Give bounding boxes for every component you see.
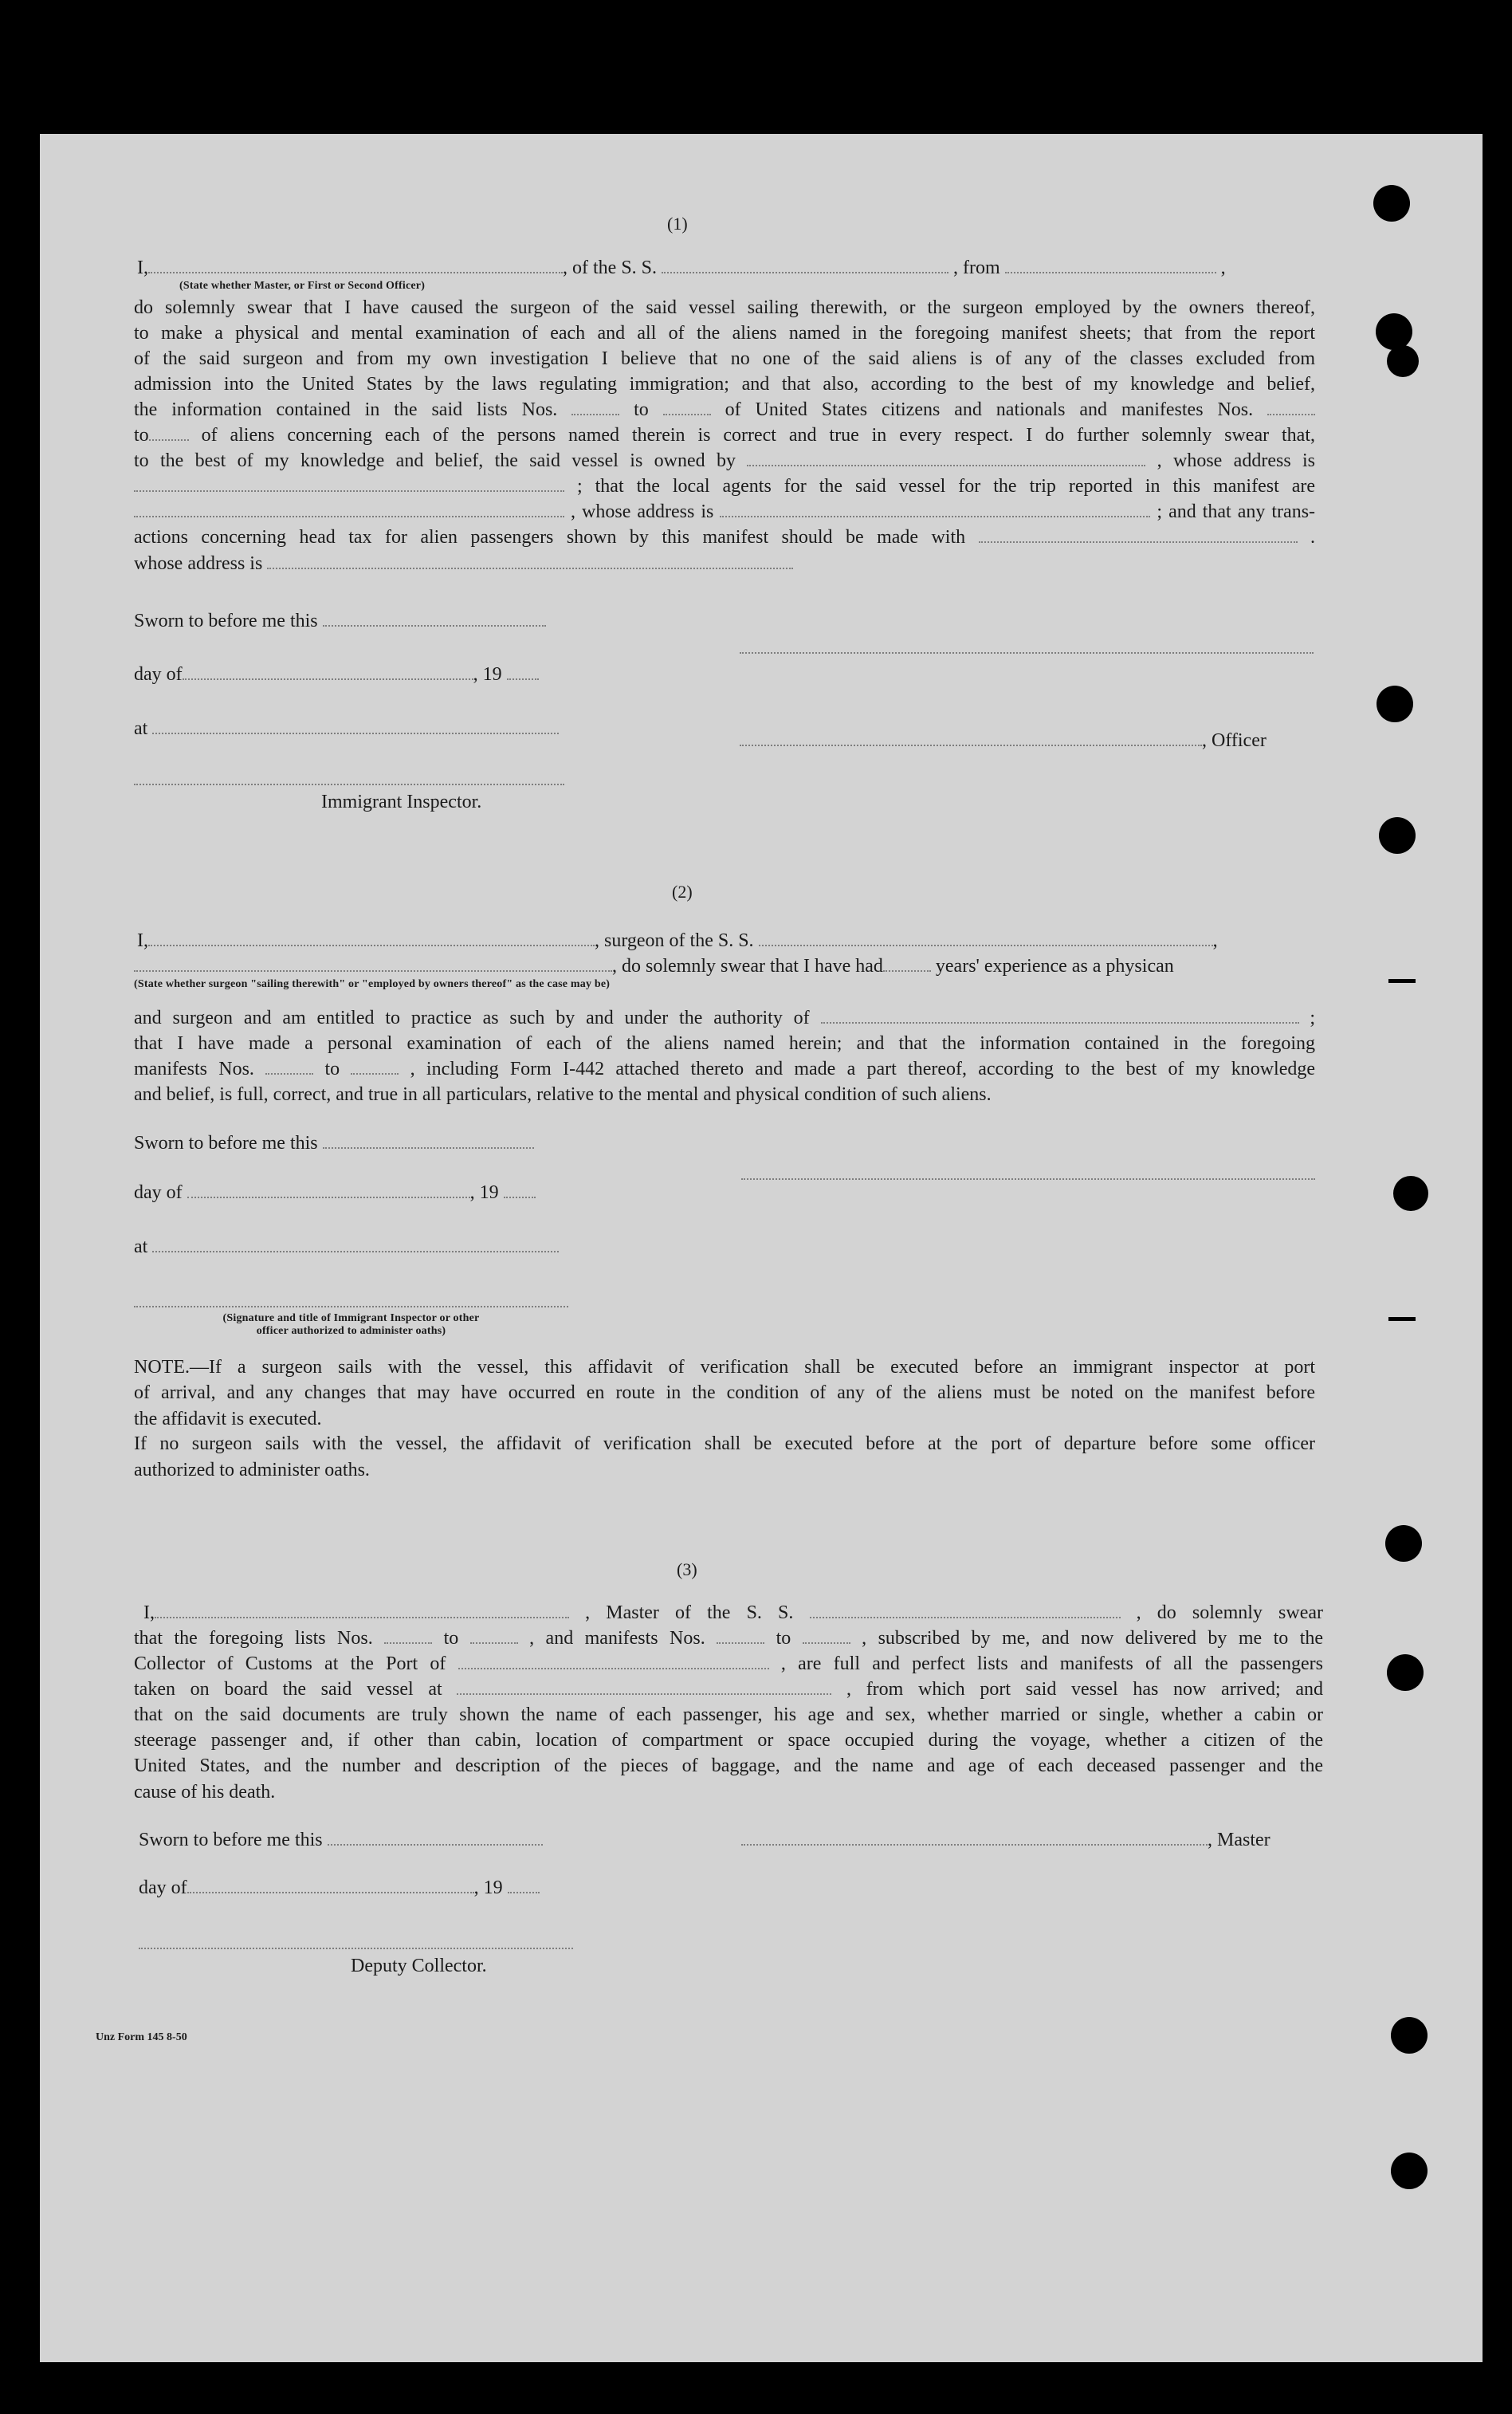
s2-at-blank xyxy=(152,1251,559,1252)
s3-vessel-blank xyxy=(810,1617,1121,1618)
s3-to-2: to xyxy=(776,1628,791,1649)
s1-aliens-text: of aliens concerning each of the persons named therein is correct and true in every respect. I do further solemnly swear that, xyxy=(201,425,1315,446)
s2-swear: , do solemnly swear that I have had xyxy=(612,956,883,977)
s1-sworn-label: Sworn to before me this xyxy=(134,611,318,631)
s1-list-from-blank xyxy=(571,414,619,415)
s1-whose-address-final: whose address is xyxy=(134,553,263,574)
s1-vessel-blank xyxy=(662,272,948,273)
s2-manifest-from-blank xyxy=(265,1073,313,1075)
s2-first-line xyxy=(137,928,1218,953)
s1-period: . xyxy=(1310,527,1316,548)
s1-at-label: at xyxy=(134,718,148,739)
s1-officer-blank xyxy=(740,745,1202,746)
s2-signature-note-2: officer authorized to administer oaths) xyxy=(256,1325,446,1337)
s2-to: to xyxy=(324,1059,340,1079)
s2-note-1: NOTE.—If a surgeon sails with the vessel, this affidavit of verification shall be executed before an immigrant inspector at port xyxy=(134,1357,1315,1378)
s2-note-3: the affidavit is executed. xyxy=(134,1409,322,1429)
s3-subscribed: , subscribed by me, and now delivered by me to the xyxy=(862,1628,1324,1649)
s3-line-1 xyxy=(143,1601,1323,1626)
punch-hole xyxy=(1376,313,1412,350)
s1-info-b: of United States citizens and nationals and manifestes Nos. xyxy=(725,399,1254,420)
s2-at-label: at xyxy=(134,1236,148,1257)
s3-line-6: steerage passenger and, if other than cabin, location of compartment or space occupied during the voyage, whether a citizen of the xyxy=(134,1730,1323,1751)
s2-sworn-blank xyxy=(323,1147,534,1149)
s3-sworn xyxy=(139,1827,543,1853)
s1-line-1: do solemnly swear that I have caused the surgeon of the said vessel sailing therewith, or the surgeon employed by the owners thereof, xyxy=(134,297,1315,318)
s1-line-2: to make a physical and mental examination of each and all of the aliens named in the foregoing manifest sheets; that from the report xyxy=(134,323,1315,344)
s1-first-line xyxy=(137,255,1226,281)
s3-list-to-blank xyxy=(470,1642,518,1644)
s3-collector: Collector of Customs at the Port of xyxy=(134,1653,446,1674)
s2-manifests: manifests Nos. xyxy=(134,1059,254,1079)
s1-day-of-label: day of xyxy=(134,664,183,685)
s2-comma: , xyxy=(1212,930,1218,951)
s3-nineteen: , 19 xyxy=(473,1877,503,1898)
s1-from-blank xyxy=(1005,272,1216,273)
s3-i: I, xyxy=(143,1602,155,1623)
s2-inspector-line xyxy=(134,1306,568,1307)
s1-sworn xyxy=(134,608,546,634)
s3-manifest-to-blank xyxy=(803,1642,850,1644)
punch-hole xyxy=(1377,686,1413,722)
s1-line-4: admission into the United States by the laws regulating immigration; and that also, according to the best of my knowledge and belief, xyxy=(134,374,1315,395)
s1-local-agents: ; that the local agents for the said vessel for the trip reported in this manifest are xyxy=(576,476,1316,497)
s1-owner-blank xyxy=(747,465,1145,466)
section-1-number: (1) xyxy=(667,214,688,234)
s1-line-3: of the said surgeon and from my own investigation I believe that no one of the said aliens is of any of the classes excluded from xyxy=(134,348,1315,369)
s2-line-2: that I have made a personal examination of each of the aliens named herein; and that the information contained in the foregoing xyxy=(134,1033,1315,1054)
s2-form: , including Form I-442 attached thereto and made a part thereof, according to the best of my knowledge xyxy=(410,1059,1316,1079)
s1-line-5 xyxy=(134,398,1315,423)
s1-officer-note: (State whether Master, or First or Second Officer) xyxy=(179,280,426,292)
s3-port-blank xyxy=(458,1668,769,1669)
s1-officer-line xyxy=(740,728,1267,753)
s1-line-10 xyxy=(134,525,1315,551)
s2-surgeon-name-blank xyxy=(148,945,595,946)
s3-day-blank xyxy=(187,1892,474,1893)
s1-line-8 xyxy=(134,474,1315,500)
s1-final-address-blank xyxy=(267,568,793,569)
s1-officer-blank xyxy=(148,272,563,273)
s1-at-blank xyxy=(152,733,559,734)
s2-sworn xyxy=(134,1130,534,1156)
s3-taken: taken on board the said vessel at xyxy=(134,1679,442,1700)
s2-signature-line xyxy=(741,1178,1315,1180)
s1-whose-address: , whose address is xyxy=(1157,450,1316,471)
s1-manifest-to-blank xyxy=(149,439,189,441)
s3-day-of-label: day of xyxy=(139,1877,187,1898)
s2-years: years' experience as a physican xyxy=(935,956,1174,977)
s1-agents-address-blank xyxy=(720,516,1150,517)
s2-day-of-label: day of xyxy=(134,1182,183,1203)
s1-at xyxy=(134,716,559,741)
s3-from-which: , from which port said vessel has now arrived; and xyxy=(846,1679,1323,1700)
s3-line-4 xyxy=(134,1677,1323,1703)
s2-i: I, xyxy=(137,930,148,951)
s1-whose-address-2: , whose address is xyxy=(571,501,714,522)
s2-nineteen: , 19 xyxy=(469,1182,499,1203)
form-page xyxy=(40,134,1483,2362)
punch-hole xyxy=(1387,1654,1424,1691)
s1-line-9 xyxy=(134,500,1315,525)
s3-sworn-blank xyxy=(328,1844,543,1846)
s3-list-from-blank xyxy=(384,1642,432,1644)
s1-manifest-from-blank xyxy=(1267,414,1315,415)
section-2-number: (2) xyxy=(672,882,693,902)
s1-officer-label: , Officer xyxy=(1202,730,1267,751)
s2-line-1 xyxy=(134,1006,1315,1032)
margin-tick-mark xyxy=(1388,1317,1416,1321)
punch-hole xyxy=(1387,345,1419,377)
section-3-number: (3) xyxy=(677,1559,697,1579)
s1-line-6 xyxy=(134,423,1315,449)
s2-second-line xyxy=(134,953,1174,979)
s2-line-4: and belief, is full, correct, and true in all particulars, relative to the mental and physical condition of such aliens. xyxy=(134,1084,992,1105)
s2-semicolon: ; xyxy=(1310,1008,1316,1028)
s1-inspector-line xyxy=(134,784,564,785)
s2-line-3 xyxy=(134,1057,1315,1083)
s2-authority-blank xyxy=(821,1022,1299,1024)
s3-sworn-label: Sworn to before me this xyxy=(139,1830,323,1850)
s3-departure-port-blank xyxy=(457,1693,831,1695)
s1-comma: , xyxy=(1220,258,1226,278)
s3-collector-line xyxy=(139,1948,573,1949)
s2-year-blank xyxy=(504,1197,536,1198)
s1-nineteen: , 19 xyxy=(473,664,502,685)
s1-to-1: to xyxy=(634,399,649,420)
s2-years-blank xyxy=(883,970,931,972)
s3-line-2 xyxy=(134,1626,1323,1652)
punch-hole xyxy=(1373,185,1410,222)
s3-to-1: to xyxy=(443,1628,459,1649)
s1-line-7 xyxy=(134,449,1315,474)
s1-trans: ; and that any trans- xyxy=(1157,501,1316,522)
s1-day-blank xyxy=(183,678,473,680)
s3-lists-a: that the foregoing lists Nos. xyxy=(134,1628,373,1649)
margin-tick-mark xyxy=(1388,979,1416,983)
s1-list-to-blank xyxy=(663,414,711,415)
s3-master-name-blank xyxy=(155,1617,569,1618)
s1-from: , from xyxy=(953,258,1000,278)
s2-note-5: authorized to administer oaths. xyxy=(134,1460,370,1480)
s3-swear: , do solemnly swear xyxy=(1136,1602,1323,1623)
punch-hole xyxy=(1379,817,1416,854)
s2-authority: and surgeon and am entitled to practice as such by and under the authority of xyxy=(134,1008,810,1028)
s1-sworn-blank xyxy=(323,625,546,627)
s3-master-line xyxy=(741,1827,1270,1853)
s1-owned-by: to the best of my knowledge and belief, the said vessel is owned by xyxy=(134,450,736,471)
s2-surgeon-of: , surgeon of the S. S. xyxy=(595,930,754,951)
s2-signature-note-1: (Signature and title of Immigrant Inspector or other xyxy=(222,1312,480,1324)
punch-hole xyxy=(1385,1525,1422,1562)
s2-at xyxy=(134,1234,559,1260)
s3-day-of xyxy=(139,1875,540,1901)
s1-head-tax: actions concerning head tax for alien passengers shown by this manifest should be made with xyxy=(134,527,966,548)
s2-surgeon-note: (State whether surgeon "sailing therewith" or "employed by owners thereof" as the case may be) xyxy=(134,978,611,990)
s1-year-blank xyxy=(507,678,539,680)
s3-full: , are full and perfect lists and manifests of all the passengers xyxy=(780,1653,1324,1674)
form-number: Unz Form 145 8-50 xyxy=(96,2031,187,2043)
s3-line-3 xyxy=(134,1652,1323,1677)
s1-line-11 xyxy=(134,551,793,576)
s2-sworn-label: Sworn to before me this xyxy=(134,1133,318,1154)
s3-master-signature-blank xyxy=(741,1844,1208,1846)
s3-deputy: Deputy Collector. xyxy=(351,1956,487,1976)
punch-hole xyxy=(1393,1176,1428,1211)
punch-hole xyxy=(1391,2017,1428,2054)
s2-note-2: of arrival, and any changes that may have occurred en route in the condition of any of the aliens must be noted on the manifest before xyxy=(134,1382,1315,1403)
s1-i: I, xyxy=(137,258,148,278)
s2-day-of xyxy=(134,1180,536,1205)
s3-line-5: that on the said documents are truly shown the name of each passenger, his age and sex, whether married or single, whether a cabin or xyxy=(134,1704,1323,1725)
s1-info-a: the information contained in the said lists Nos. xyxy=(134,399,558,420)
s3-cause: cause of his death. xyxy=(134,1782,276,1803)
s3-master-of: , Master of the S. S. xyxy=(585,1602,794,1623)
s1-day-of xyxy=(134,662,539,687)
s3-manifest-from-blank xyxy=(717,1642,764,1644)
s2-note-4: If no surgeon sails with the vessel, the affidavit of verification shall be executed before at the port of departure before some officer xyxy=(134,1433,1315,1454)
s3-manifests: , and manifests Nos. xyxy=(529,1628,705,1649)
s3-master-label: , Master xyxy=(1208,1830,1270,1850)
s2-day-blank xyxy=(187,1197,470,1198)
s1-head-tax-blank xyxy=(979,541,1298,543)
s1-signature-line xyxy=(740,652,1314,654)
s1-inspector: Immigrant Inspector. xyxy=(321,792,482,812)
punch-hole xyxy=(1391,2153,1428,2189)
s2-status-blank xyxy=(134,970,612,972)
s1-owner-address-blank xyxy=(134,490,564,492)
s2-vessel-blank xyxy=(759,945,1213,946)
s1-of-ss: , of the S. S. xyxy=(563,258,658,278)
s1-to-2: to xyxy=(134,425,149,446)
s3-line-7: United States, and the number and description of the pieces of baggage, and the name and age of each deceased passenger and the xyxy=(134,1755,1323,1776)
s1-agents-blank xyxy=(134,516,564,517)
s3-year-blank xyxy=(508,1892,540,1893)
s2-manifest-to-blank xyxy=(351,1073,399,1075)
